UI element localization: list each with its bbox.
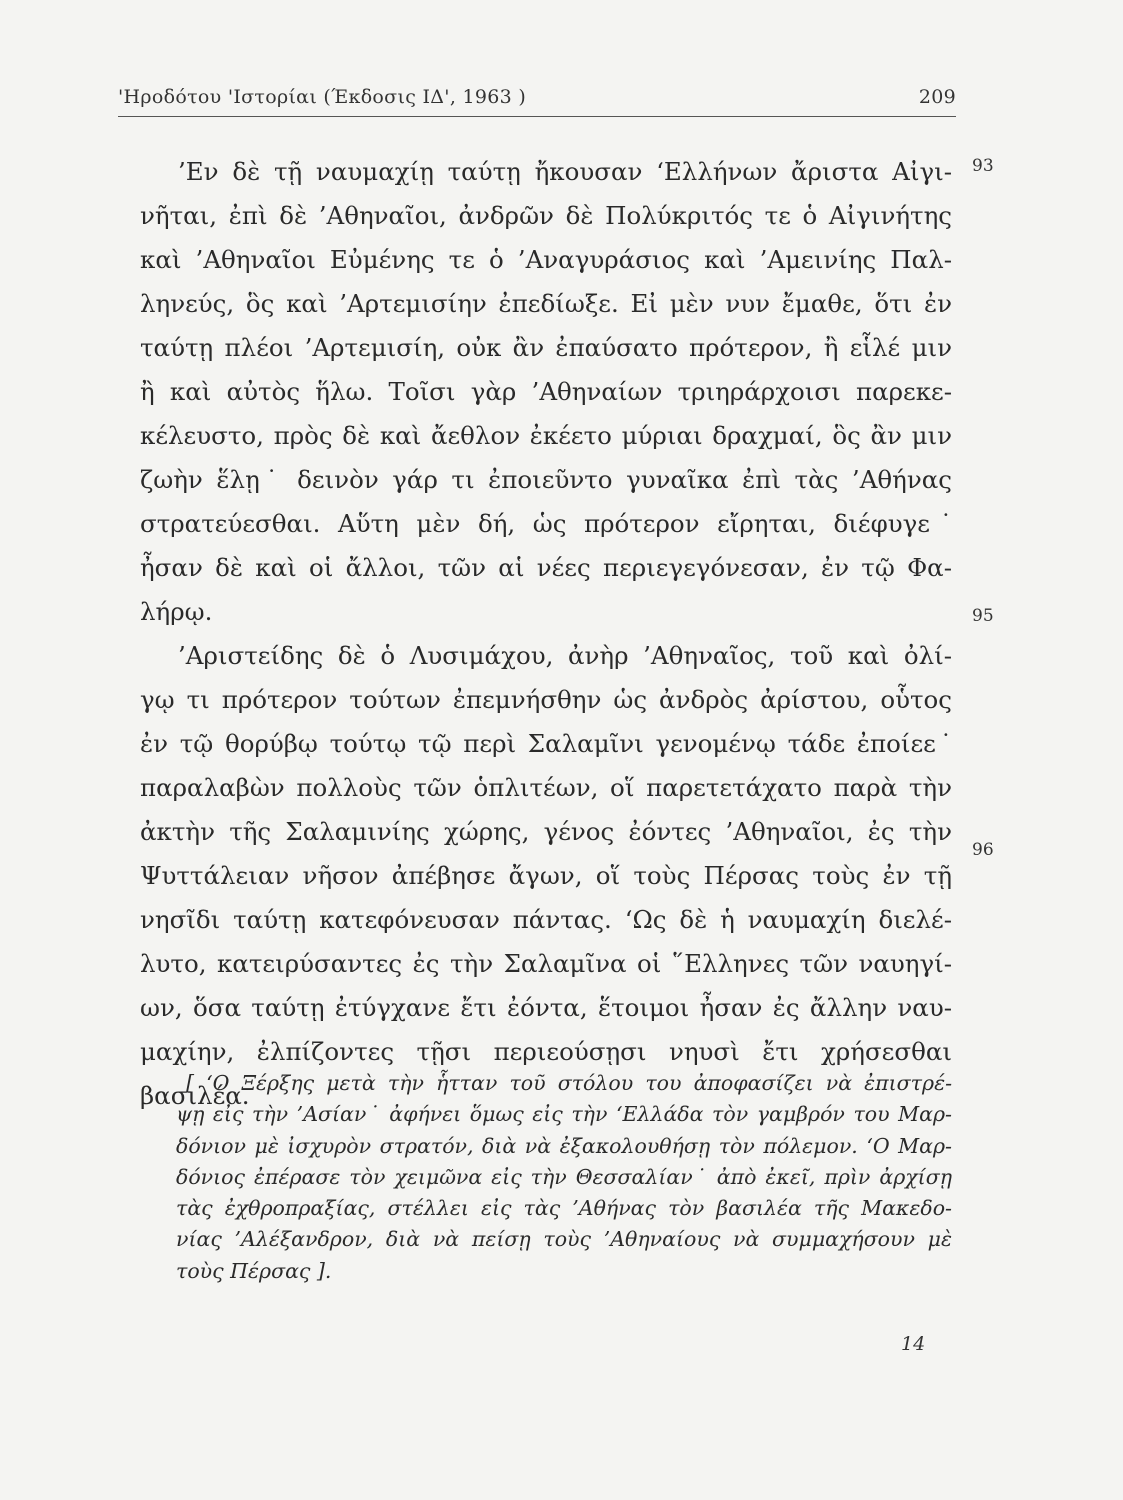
note-line: δόνιον μὲ ἰσχυρὸν στρατόν, διὰ νὰ ἐξακολουθήσῃ τὸν πόλεμον. ‘Ο Μαρ- bbox=[176, 1133, 952, 1158]
editorial-note bbox=[176, 1068, 952, 1287]
text-line: ληνεύς, ὃς καὶ ’Αρτεμισίην ἐπεδίωξε. Εἰ μὲν νυν ἔμαθε, ὅτι ἐν bbox=[140, 289, 952, 318]
signature-mark: 14 bbox=[901, 1333, 926, 1355]
text-line: γῳ τι πρότερον τούτων ἐπεμνήσθην ὡς ἀνδρὸς ἀρίστου, οὗτος bbox=[140, 685, 952, 714]
text-line: ἢ καὶ αὐτὸς ἥλω. Τοῖσι γὰρ ’Αθηναίων τριηράρχοισι παρεκε- bbox=[140, 377, 952, 406]
text-line: καὶ ’Αθηναῖοι Εὐμένης τε ὁ ’Αναγυράσιος καὶ ’Αμεινίης Παλ- bbox=[140, 245, 952, 274]
note-line: δόνιος ἐπέρασε τὸν χειμῶνα εἰς τὴν Θεσσαλίαν˙ ἀπὸ ἐκεῖ, πρὶν ἀρχίσῃ bbox=[176, 1164, 952, 1189]
text-line: ταύτῃ πλέοι ’Αρτεμισίη, οὐκ ἂν ἐπαύσατο πρότερον, ἢ εἷλέ μιν bbox=[140, 333, 952, 362]
header-title: 'Ηροδότου 'Ιστορίαι (Έκδοσις ΙΔ', 1963 ) bbox=[118, 86, 527, 108]
header-rule bbox=[118, 116, 956, 117]
text-line: λυτο, κατειρύσαντες ἐς τὴν Σαλαμῖνα οἱ ῞Ελληνες τῶν ναυηγί- bbox=[140, 949, 952, 978]
text-line: παραλαβὼν πολλοὺς τῶν ὁπλιτέων, οἵ παρετετάχατο παρὰ τὴν bbox=[140, 773, 952, 802]
note-line: [ ‘Ο Ξέρξης μετὰ τὴν ἧτταν τοῦ στόλου του ἀποφασίζει νὰ ἐπιστρέ- bbox=[186, 1071, 952, 1095]
margin-section-number: 96 bbox=[972, 840, 994, 860]
text-line: ζωὴν ἕλῃ˙ δεινὸν γάρ τι ἐποιεῦντο γυναῖκα ἐπὶ τὰς ’Αθήνας bbox=[140, 465, 952, 494]
margin-section-number: 93 bbox=[972, 156, 994, 176]
note-line: τὰς ἐχθροπραξίας, στέλλει εἰς τὰς ’Αθήνας τὸν βασιλέα τῆς Μακεδο- bbox=[176, 1196, 952, 1221]
text-line: ων, ὅσα ταύτῃ ἐτύγχανε ἔτι ἐόντα, ἕτοιμοι ἦσαν ἐς ἄλλην ναυ- bbox=[140, 993, 952, 1022]
text-line: ἦσαν δὲ καὶ οἱ ἄλλοι, τῶν αἱ νέες περιεγεγόνεσαν, ἐν τῷ Φα- bbox=[140, 553, 952, 582]
text-line: ’Αριστείδης δὲ ὁ Λυσιμάχου, ἀνὴρ ’Αθηναῖος, τοῦ καὶ ὀλί- bbox=[178, 641, 952, 670]
text-line: ἐν τῷ θορύβῳ τούτῳ τῷ περὶ Σαλαμῖνι γενομένῳ τάδε ἐποίεε˙ bbox=[140, 729, 952, 758]
note-line: ψῃ εἰς τὴν ’Ασίαν˙ ἀφήνει ὅμως εἰς τὴν ‘Ελλάδα τὸν γαμβρόν του Μαρ- bbox=[176, 1102, 952, 1127]
text-line: μαχίην, ἐλπίζοντες τῇσι περιεούσῃσι νηυσὶ ἔτι χρήσεσθαι bbox=[140, 1037, 952, 1066]
text-line: ἀκτὴν τῆς Σαλαμινίης χώρης, γένος ἐόντες ’Αθηναῖοι, ἐς τὴν bbox=[140, 817, 952, 846]
main-text bbox=[140, 150, 952, 1118]
note-line: νίας ’Αλέξανδρον, διὰ νὰ πείσῃ τοὺς ’Αθηναίους νὰ συμμαχήσουν μὲ bbox=[176, 1227, 952, 1252]
text-line: νῆται, ἐπὶ δὲ ’Αθηναῖοι, ἀνδρῶν δὲ Πολύκριτός τε ὁ Αἰγινήτης bbox=[140, 201, 952, 230]
text-line: νησῖδι ταύτῃ κατεφόνευσαν πάντας. ‘Ως δὲ ἡ ναυμαχίη διελέ- bbox=[140, 905, 952, 934]
text-line: βασιλέα. bbox=[140, 1081, 250, 1110]
text-line: ’Εν δὲ τῇ ναυμαχίῃ ταύτῃ ἤκουσαν ‘Ελλήνων ἄριστα Αἰγι- bbox=[178, 157, 952, 186]
page-number: 209 bbox=[918, 86, 956, 108]
text-line: Ψυττάλειαν νῆσον ἀπέβησε ἄγων, οἵ τοὺς Πέρσας τοὺς ἐν τῇ bbox=[140, 861, 952, 890]
margin-section-number: 95 bbox=[972, 606, 994, 626]
text-line: κέλευστο, πρὸς δὲ καὶ ἄεθλον ἐκέετο μύριαι δραχμαί, ὃς ἂν μιν bbox=[140, 421, 952, 450]
text-line: στρατεύεσθαι. Αὕτη μὲν δή, ὡς πρότερον εἴρηται, διέφυγε˙ bbox=[140, 509, 952, 538]
text-line: λήρῳ. bbox=[140, 597, 213, 626]
running-header bbox=[118, 86, 956, 108]
note-line: τοὺς Πέρσας ]. bbox=[176, 1258, 332, 1283]
